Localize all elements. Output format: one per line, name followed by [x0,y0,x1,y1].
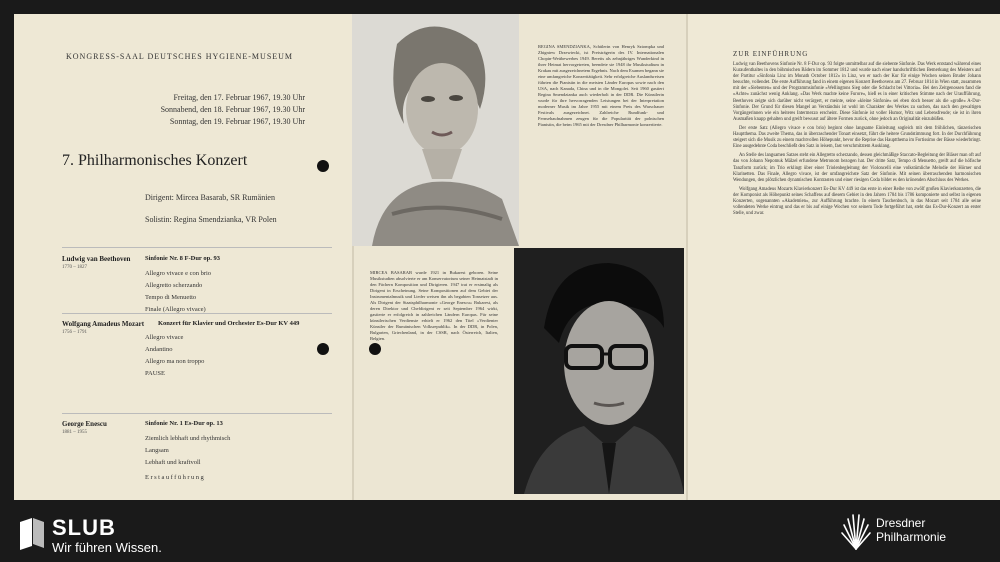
slub-book-icon [18,516,46,550]
concert-title: 7. Philharmonisches Konzert [62,152,248,169]
conductor-biography: MIRCEA BASARAB wurde 1921 in Bukarest geboren. Seine Musikstudien absolvierte er am Konservatorium seiner Heimatstadt in den Fächern Komposition und Dirigieren. 1947 trat er erstmalig als Dirigent in Erscheinung. Seine Kompositionen auf dem Gebiet der Instrumentalmusik und Lieder weisen ihn als begabten Tonsetzer aus. Als Dirigent der Staatsphilharmonie »George Enescu« Bukarest, als deren Direktor und Chefdirigent er seit September 1964 wirkt, gastierte er erfolgreich in zahlreichen Ländern Europas. Für seine künstlerischen Verdienste erhielt er 1962 den Titel »Verdienter Künstler der Rumänischen Volksrepublik«. In der DDR, in Polen, Bulgarien, Griechenland, in der CSSR, nach Österreich, Italien, Belgien. [370,270,498,341]
slub-logo-text: SLUB [52,515,116,540]
soloist-line: Solistin: Regina Smendzianka, VR Polen [145,215,277,224]
philharmonie-sunburst-icon [840,511,872,551]
movement: Langsam [145,447,169,454]
date-line: Freitag, den 17. Februar 1967, 19.30 Uhr [173,93,305,102]
movement-list [145,268,211,316]
movement-list [145,332,204,368]
composer-years: 1881 – 1955 [62,430,87,435]
movement: Allegro vivace e con brio [145,270,212,277]
soloist-biography: REGINA SMENDZIANKA, Schülerin von Henryk Sztompka und Zbigniew Drzewiecki, ist Preisträgerin des IV. Internationalen Chopin-Wettbewerbes 1949. Bereits als zehnjähriges Wunderkind in ihrer Heimat hervorgetreten, beendete sie 1948 ihr Musikstudium in Krakau mit ausgezeichnetem Ergebnis. Nach dem Examen begann sie eine umfangreiche Konzerttätigkeit. Sehr erfolgreiche Auslandsreisen führten die Pianistin in die meisten Länder Europas sowie nach den USA, nach Kanada, China und in die Mongolei. Seit 1960 gastiert Regina Smendzianka auch wiederholt in der DDR. Die Künstlerin wurde für ihre hervorragenden Leistungen bei der Interpretation moderner Musik im Jahre 1955 mit einem Preis des Warschauer Festivals ausgezeichnet. Zahlreiche Rundfunk- und Fernsehaufnahmen zeugen für die Popularität der polnischen Pianistin, die beim 1965 mit der Dresdner Philharmonie konzertierte. [538,44,664,127]
punch-hole [317,343,329,355]
punch-hole [317,160,329,172]
conductor-portrait [514,248,684,494]
philharmonie-name-line: Dresdner [876,516,926,530]
movement: Andantino [145,346,173,353]
introduction-heading: ZUR EINFÜHRUNG [733,50,809,58]
introduction-paragraph: Der erste Satz (Allegro vivace e con brio) beginnt ohne langsame Einleitung sogleich mit dem fröhlichen, tänzerischen Hauptthema. Das zweite Thema, das in überraschender Tonart einsetzt, führt die heitere Grundstimmung fort. In der Durchführung steigert sich die Musik zu einem machtvollen Höhepunkt, bevor die Reprise das Hauptthema im Fortissimo der Bässe wiederbringt. Eine ausgedehnte Coda beschließt den Satz in leisem, fast verschmitztem Ausklang. [733,125,981,150]
punch-hole [369,343,381,355]
introduction-paragraph: Wolfgang Amadeus Mozarts Klavierkonzert Es-Dur KV 449 ist das erste in einer Reihe von zwölf großen Klavierkonzerten, die der Komponist als Höhepunkt seines Schaffens auf diesem Gebiet in den Jahren 1784 bis 1786 komponierte und selbst in eigenen Konzerten, sogenannten »Akademien«, zur Aufführung brachte. In einem Taschenbuch, in das Mozart seit 1784 alle seine vollendeten Werke eintrug und das er bis auf einige Wochen vor seinem Tode fortgeführt hat, steht das Es-Dur-Konzert an erster Stelle, und zwar. [733,186,981,217]
composer-name: George Enescu 1881 – 1955 [62,420,152,435]
date-line: Sonntag, den 19. Februar 1967, 19.30 Uhr [169,117,305,126]
introduction-paragraph: An Stelle des langsamen Satzes steht ein Allegretto scherzando, dessen gleichmäßige Staccato-Begleitung der Bläser man oft auf das von Johann Nepomuk Mälzel erfundene Metronom bezogen hat. Der dritte Satz, Tempo di Menuetto, greift auf die höfische Tanzform zurück; im Trio erklingt über einer Triolenbegleitung der Violoncelli eine volkstümliche Melodie der Hörner und Klarinetten. Das Finale, Allegro vivace, ist der umfangreichste Satz der Sinfonie. Mit seinen überraschenden harmonischen Wendungen, den plötzlichen dynamischen Kontrasten und einer riesigen Coda bildet es den krönenden Abschluss des Werkes. [733,153,981,183]
slub-tagline: Wir führen Wissen. [52,540,162,555]
philharmonie-logo-text [876,516,946,544]
composer-years: 1756 – 1791 [62,330,87,335]
divider [62,313,332,314]
composer-years: 1770 – 1827 [62,265,87,270]
movement: Allegretto scherzando [145,282,203,289]
soloist-portrait [352,14,519,246]
introduction-text [733,62,981,220]
movement: Allegro ma non troppo [145,358,205,365]
divider [62,413,332,414]
work-title: Sinfonie Nr. 8 F-Dur op. 93 [145,255,220,262]
conductor-line: Dirigent: Mircea Basarab, SR Rumänien [145,193,275,202]
performers [145,187,277,231]
composer-name: Wolfgang Amadeus Mozart 1756 – 1791 [62,320,157,335]
introduction-paragraph: Ludwig van Beethovens Sinfonie Nr. 8 F-Dur op. 93 folgte unmittelbar auf die siebente Sinfonie. Das Werk entstand während eines Kuraufenthaltes in den böhmischen Bädern im Sommer 1812 und wurde nach einer handschriftlichen Bemerkung des Meisters auf der Partitur »Sinfonia Linz im Monath October 1812« in Linz, wo er nach der Kur für einige Wochen seinen Bruder Johann besuchte, vollendet. Die erste Aufführung fand in einem eigenen Konzert Beethovens am 27. Februar 1814 in Wien statt, zusammen mit der »Siebenten« und der Programmsinfonie »Wellingtons Sieg oder die Schlacht bei Vittoria«. Bei den Zeitgenossen fand die »Achte« zunächst wenig Anklang. »Das Werk machte keine Furore«, hieß es in einer kritischen Stimme nach der Uraufführung, Beethoven zeigte sich darüber nicht verärgert, er meinte, seine »kleine Sinfonie« sei eben doch besser als die »große« A-Dur-Sinfonie. Der Grund für diesen Mangel an Verständnis ist wohl im Charakter des Werkes zu suchen, das nach den gewaltigen Vorgängerinnen wie ein heiteres Intermezzo erscheint. Diese Sinfonie ist voller Humor, Witz und Lebensfreude; sie ist in ihren Ausmaßen knapp gehalten und greift bewusst auf ältere Formen zurück, ohne jedoch an Originalität einzubüßen. [733,62,981,122]
movement: Lebhaft und kraftvoll [145,459,201,466]
movement: Ziemlich lebhaft und rhythmisch [145,435,231,442]
date-line: Sonnabend, den 18. Februar 1967, 19.30 Uhr [160,105,305,114]
pause-label: PAUSE [145,370,165,377]
divider [62,247,332,248]
venue-heading: KONGRESS-SAAL DEUTSCHES HYGIENE-MUSEUM [66,52,294,61]
concert-dates [150,92,305,128]
work-title: Sinfonie Nr. 1 Es-Dur op. 13 [145,420,223,427]
movement-list [145,433,230,469]
fold-line [686,14,688,500]
premiere-note: Erstaufführung [145,474,206,481]
movement: Allegro vivace [145,334,184,341]
work-title: Konzert für Klavier und Orchester Es-Dur KV 449 [158,320,300,327]
philharmonie-name-line: Philharmonie [876,530,947,544]
movement: Tempo di Menuetto [145,294,197,301]
movement: Finale (Allegro vivace) [145,306,206,313]
composer-name: Ludwig van Beethoven 1770 – 1827 [62,255,152,270]
